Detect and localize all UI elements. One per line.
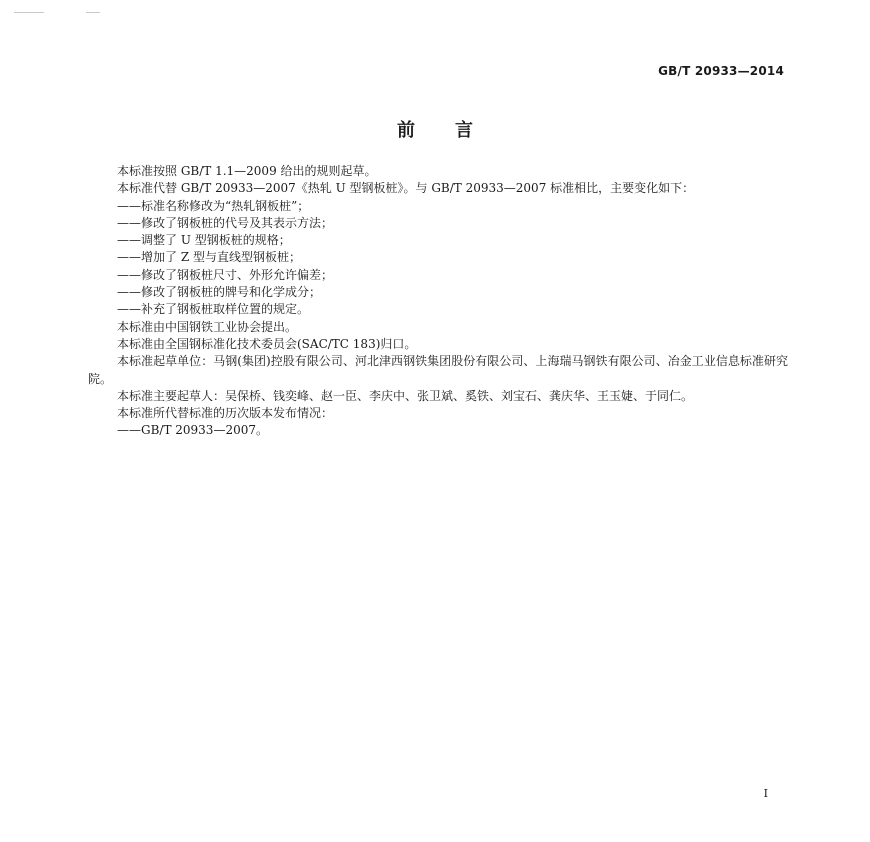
change-item: ——修改了钢板桩尺寸、外形允许偏差；: [117, 267, 334, 282]
paragraph-proposer: 本标准由中国钢铁工业协会提出。: [117, 319, 298, 334]
paragraph-drafting-rules: 本标准按照 GB/T 1.1—2009 给出的规则起草。: [117, 164, 377, 178]
paragraph-replacement: 本标准代替 GB/T 20933—2007《热轧 U 型钢板桩》。与 GB/T 20933—2007 标准相比，主要变化如下：: [117, 181, 695, 196]
scan-artifact-line: [86, 12, 100, 13]
history-item: ——GB/T 20933—2007。: [117, 423, 268, 438]
change-item: ——修改了钢板桩的代号及其表示方法；: [117, 215, 334, 230]
change-item: ——标准名称修改为“热轧钢板桩”；: [117, 198, 310, 213]
change-item: ——修改了钢板桩的牌号和化学成分；: [117, 285, 322, 300]
change-item: ——增加了 Z 型与直线型钢板桩；: [117, 250, 301, 265]
paragraph-drafting-units: 本标准起草单位：马钢(集团)控股有限公司、河北津西钢铁集团股份有限公司、上海瑞马钢铁有限公司、冶金工业信息标准研究院。: [88, 354, 788, 386]
scan-artifact-line: [14, 12, 44, 13]
paragraph-history-intro: 本标准所代替标准的历次版本发布情况：: [117, 406, 334, 421]
page-title: 前言: [397, 120, 513, 141]
standard-number: GB/T 20933—2014: [658, 64, 784, 78]
page-number: I: [763, 787, 768, 800]
change-item: ——调整了 U 型钢板桩的规格；: [117, 233, 291, 248]
paragraph-drafters: 本标准主要起草人：吴保桥、钱奕峰、赵一臣、李庆中、张卫斌、奚铁、刘宝石、龚庆华、王玉婕、于同仁。: [117, 388, 694, 403]
change-item: ——补充了钢板桩取样位置的规定。: [117, 302, 310, 317]
foreword-body: [88, 163, 788, 440]
paragraph-centralized: 本标准由全国钢标准化技术委员会(SAC/TC 183)归口。: [117, 336, 417, 351]
